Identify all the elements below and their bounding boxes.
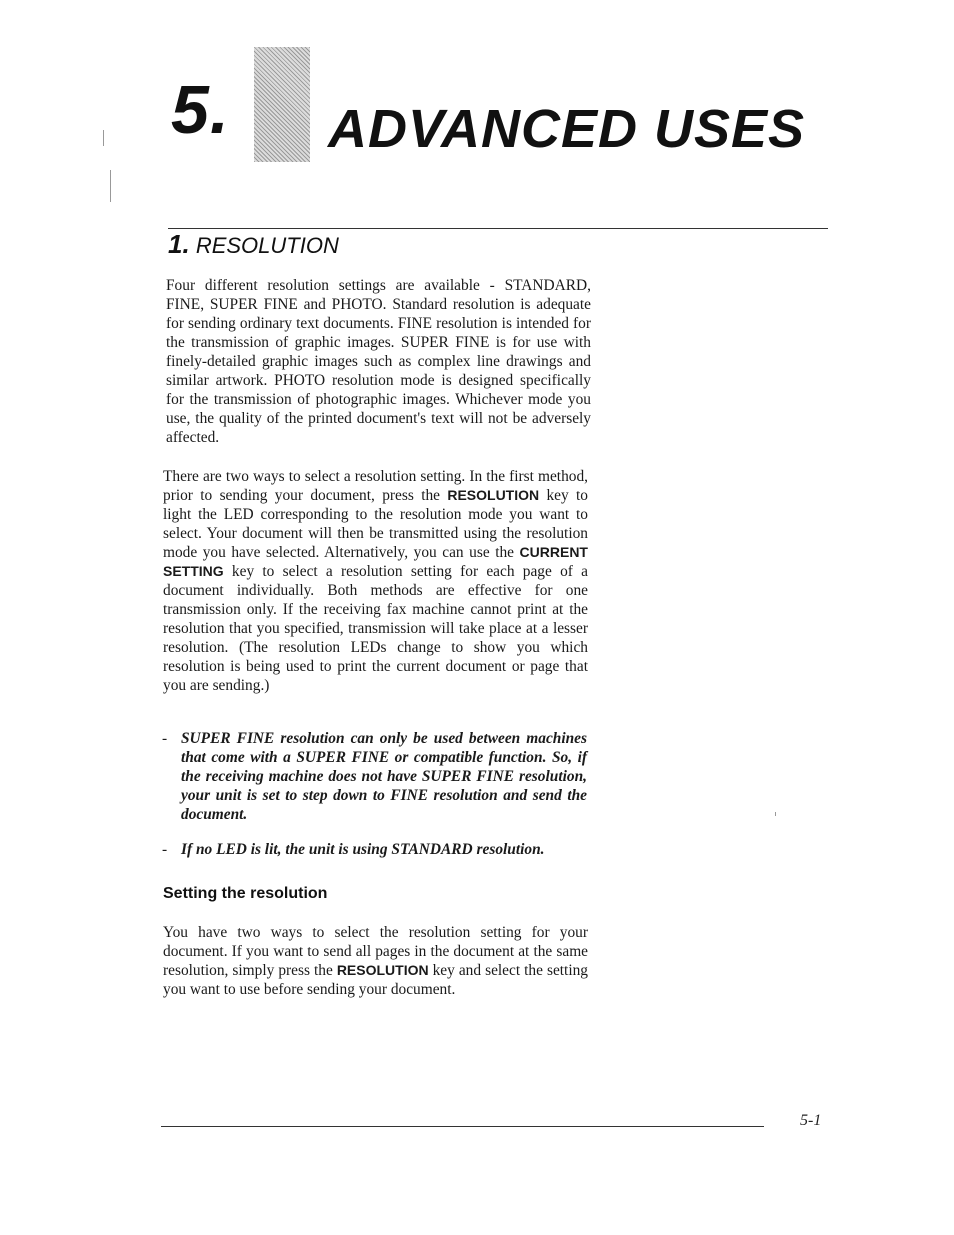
note-text: SUPER FINE resolution can only be used between machines that come with a SUPER FINE or compatible function. So, if the receiving machine does not have SUPER FINE resolution, your unit is set to step down to FINE resolution and send the document. [181, 730, 587, 823]
section-number: 1. [168, 229, 190, 259]
chapter-number: 5. [171, 72, 230, 148]
current-setting-key-label: CURRENT SETTING [163, 544, 588, 579]
note-no-led [162, 840, 587, 859]
setting-paragraph [163, 923, 588, 999]
selection-paragraph [163, 467, 588, 695]
note-super-fine [162, 729, 587, 824]
page-number: 5-1 [800, 1112, 822, 1129]
note-dash: - [162, 730, 168, 747]
selection-text-3: key to select a resolution setting for each page of a document individually. Both methods are effective for one transmission only. If the receiving fax machine cannot print at the resolution that you specified, transmission will take place at a lesser resolution. (The resolution LEDs change to show you which resolution is being used to print the current document or page that you are sending.) [163, 563, 588, 694]
setting-text-2: key and select the setting you want to use before sending your document. [163, 962, 588, 998]
resolution-key-label: RESOLUTION [336, 962, 429, 978]
setting-text-1: You have two ways to select the resolution setting for your document. If you want to send all pages in the document at the same resolution, simply press the [163, 924, 588, 979]
intro-paragraph: Four different resolution settings are available - STANDARD, FINE, SUPER FINE and PHOTO. Standard resolution is adequate for sending ordinary text documents. FINE resolution is intended for the transmission of graphic images. SUPER FINE is for use with finely-detailed graphic images such as complex line drawings and similar artwork. PHOTO resolution mode is designed specifically for the transmission of photographic images. Whichever mode you use, the quality of the printed document's text will not be adversely affected. [166, 277, 591, 446]
note-text: If no LED is lit, the unit is using STANDARD resolution. [181, 841, 545, 858]
chapter-title: ADVANCED USES [328, 99, 806, 159]
scan-mark [103, 130, 104, 146]
chapter-decorative-block [254, 47, 310, 162]
section-heading [168, 226, 339, 264]
scan-mark [110, 170, 111, 202]
scan-mark [775, 812, 776, 816]
selection-text-2: key to light the LED corresponding to the resolution mode you want to select. Your document will then be transmitted using the resolution mode you have selected. Alternatively, you can use the [163, 487, 588, 561]
section-title: RESOLUTION [195, 233, 339, 258]
footer-rule [161, 1126, 764, 1127]
subsection-heading: Setting the resolution [163, 885, 328, 902]
resolution-key-label: RESOLUTION [447, 487, 540, 503]
note-dash: - [162, 841, 168, 858]
selection-text-1: There are two ways to select a resolution setting. In the first method, prior to sending your document, press the [163, 468, 588, 504]
